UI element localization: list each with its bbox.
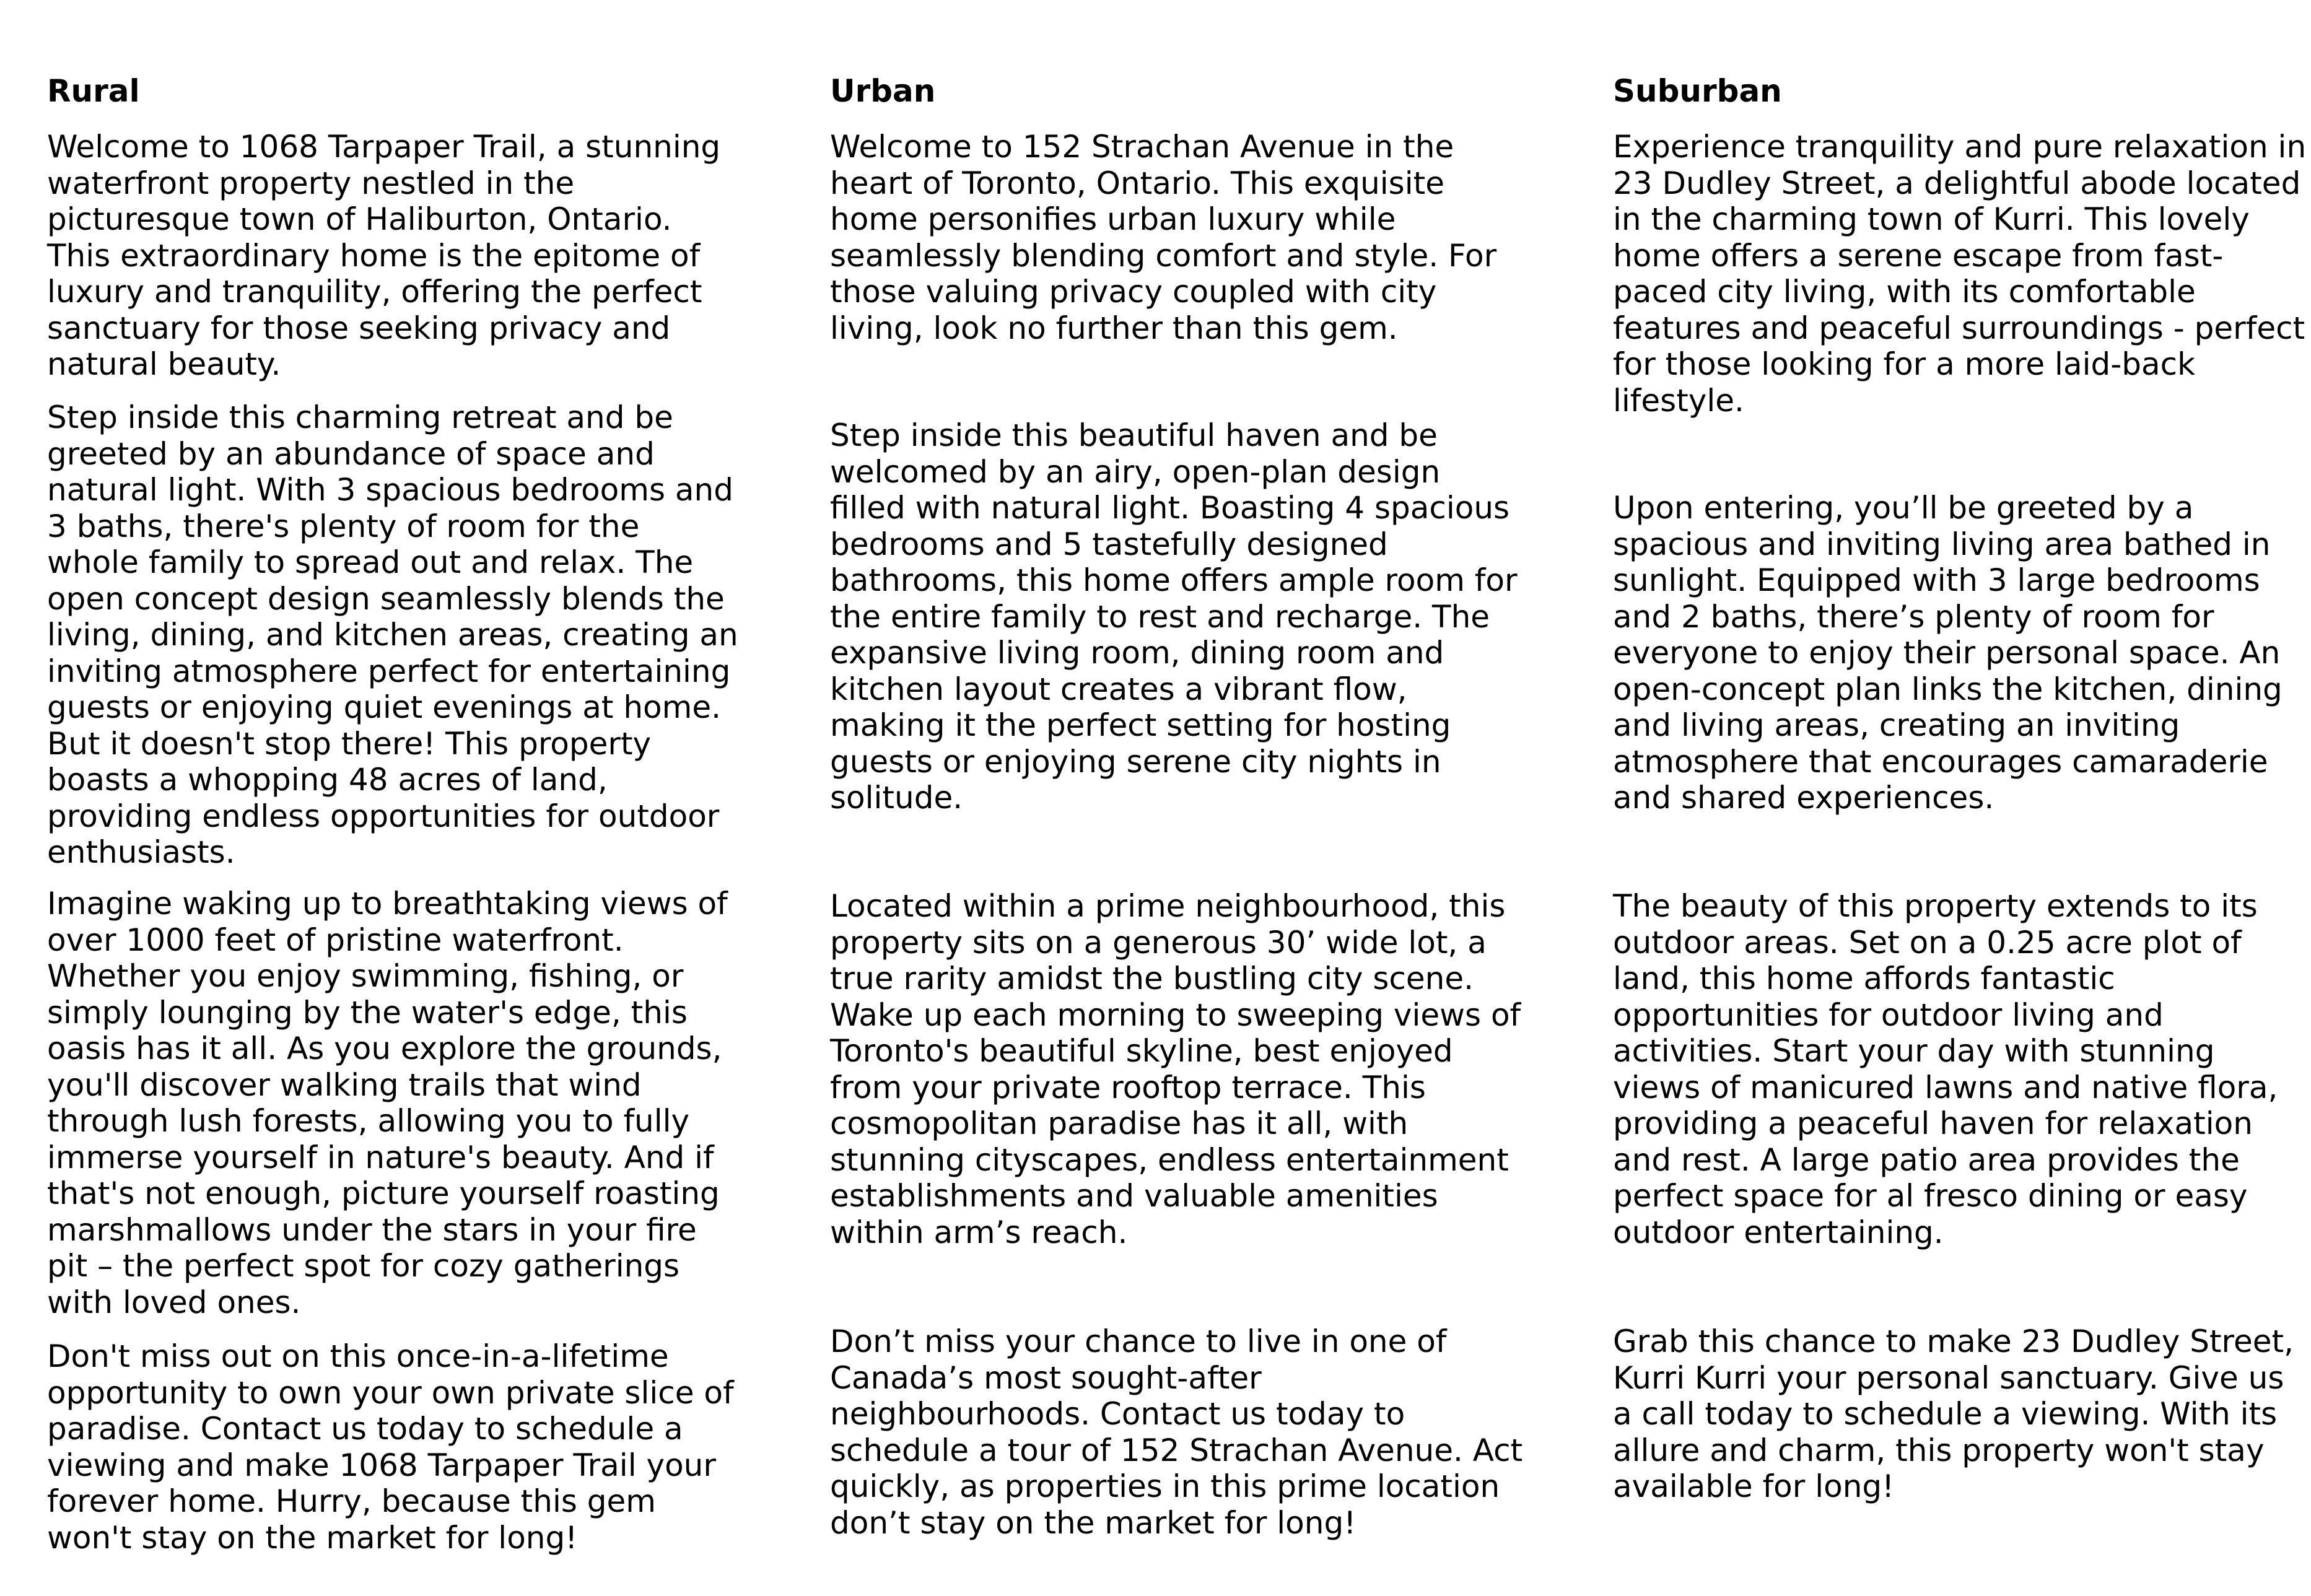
- paragraph: Experience tranquility and pure relaxation in 23 Dudley Street, a delightful abode located in the charming town of Kurri. This lovely home offers a serene escape from fast-paced city living, with its comfortable features and peaceful surroundings - perfect for those looking for a more laid-back lifestyle.: [1613, 129, 2307, 419]
- paragraph: Step inside this charming retreat and be greeted by an abundance of space and natural light. With 3 spacious bedrooms and 3 baths, there's plenty of room for the whole family to spread out and relax. The open concept design seamlessly blends the living, dining, and kitchen areas, creating an inviting atmosphere perfect for entertaining guests or enjoying quiet evenings at home. But it doesn't stop there! This property boasts a whopping 48 acres of land, providing endless opportunities for outdoor enthusiasts.: [47, 399, 738, 870]
- paragraph: The beauty of this property extends to its outdoor areas. Set on a 0.25 acre plot of land, this home affords fantastic opportunities for outdoor living and activities. Start your day with stunning views of manicured lawns and native flora, providing a peaceful haven for relaxation and rest. A large patio area provides the perfect space for al fresco dining or easy outdoor entertaining.: [1613, 888, 2278, 1250]
- paragraph: Grab this chance to make 23 Dudley Street, Kurri Kurri your personal sanctuary. Give us a call today to schedule a viewing. With its allure and charm, this property won't stay available for long!: [1613, 1323, 2294, 1504]
- column-suburban: [1613, 69, 2307, 1504]
- column-rural: [47, 69, 741, 1556]
- paragraph: Upon entering, you’ll be greeted by a spacious and inviting living area bathed in sunlight. Equipped with 3 large bedrooms and 2 baths, there’s plenty of room for everyone to enjoy their personal space. An open-concept plan links the kitchen, dining and living areas, creating an inviting atmosphere that encourages camaraderie and shared experiences.: [1613, 490, 2283, 816]
- column-heading: Urban: [830, 73, 936, 109]
- paragraph: Welcome to 1068 Tarpaper Trail, a stunning waterfront property nestled in the picturesque town of Haliburton, Ontario. This extraordinary home is the epitome of luxury and tranquility, offering the perfect sanctuary for those seeking privacy and natural beauty.: [47, 129, 721, 382]
- paragraph: Located within a prime neighbourhood, this property sits on a generous 30’ wide lot, a true rarity amidst the bustling city scene. Wake up each morning to sweeping views of Toronto's beautiful skyline, best enjoyed from your private rooftop terrace. This cosmopolitan paradise has it all, with stunning cityscapes, endless entertainment establishments and valuable amenities within arm’s reach.: [830, 888, 1521, 1250]
- column-urban: [830, 69, 1524, 1541]
- column-heading: Suburban: [1613, 73, 1782, 109]
- paragraph: Welcome to 152 Strachan Avenue in the heart of Toronto, Ontario. This exquisite home personifies urban luxury while seamlessly blending comfort and style. For those valuing privacy coupled with city living, look no further than this gem.: [830, 129, 1497, 346]
- column-heading: Rural: [47, 73, 140, 109]
- paragraph: Don’t miss your chance to live in one of Canada’s most sought-after neighbourhoods. Contact us today to schedule a tour of 152 Strachan Avenue. Act quickly, as properties in this prime location don’t stay on the market for long!: [830, 1323, 1523, 1541]
- paragraph: Step inside this beautiful haven and be welcomed by an airy, open-plan design filled with natural light. Boasting 4 spacious bedrooms and 5 tastefully designed bathrooms, this home offers ample room for the entire family to rest and recharge. The expansive living room, dining room and kitchen layout creates a vibrant flow, making it the perfect setting for hosting guests or enjoying serene city nights in solitude.: [830, 417, 1518, 816]
- paragraph: Imagine waking up to breathtaking views of over 1000 feet of pristine waterfront. Whether you enjoy swimming, fishing, or simply lounging by the water's edge, this oasis has it all. As you explore the grounds, you'll discover walking trails that wind through lush forests, allowing you to fully immerse yourself in nature's beauty. And if that's not enough, picture yourself roasting marshmallows under the stars in your fire pit – the perfect spot for cozy gatherings with loved ones.: [47, 886, 728, 1320]
- paragraph: Don't miss out on this once-in-a-lifetime opportunity to own your own private slice of paradise. Contact us today to schedule a viewing and make 1068 Tarpaper Trail your forever home. Hurry, because this gem won't stay on the market for long!: [47, 1338, 734, 1556]
